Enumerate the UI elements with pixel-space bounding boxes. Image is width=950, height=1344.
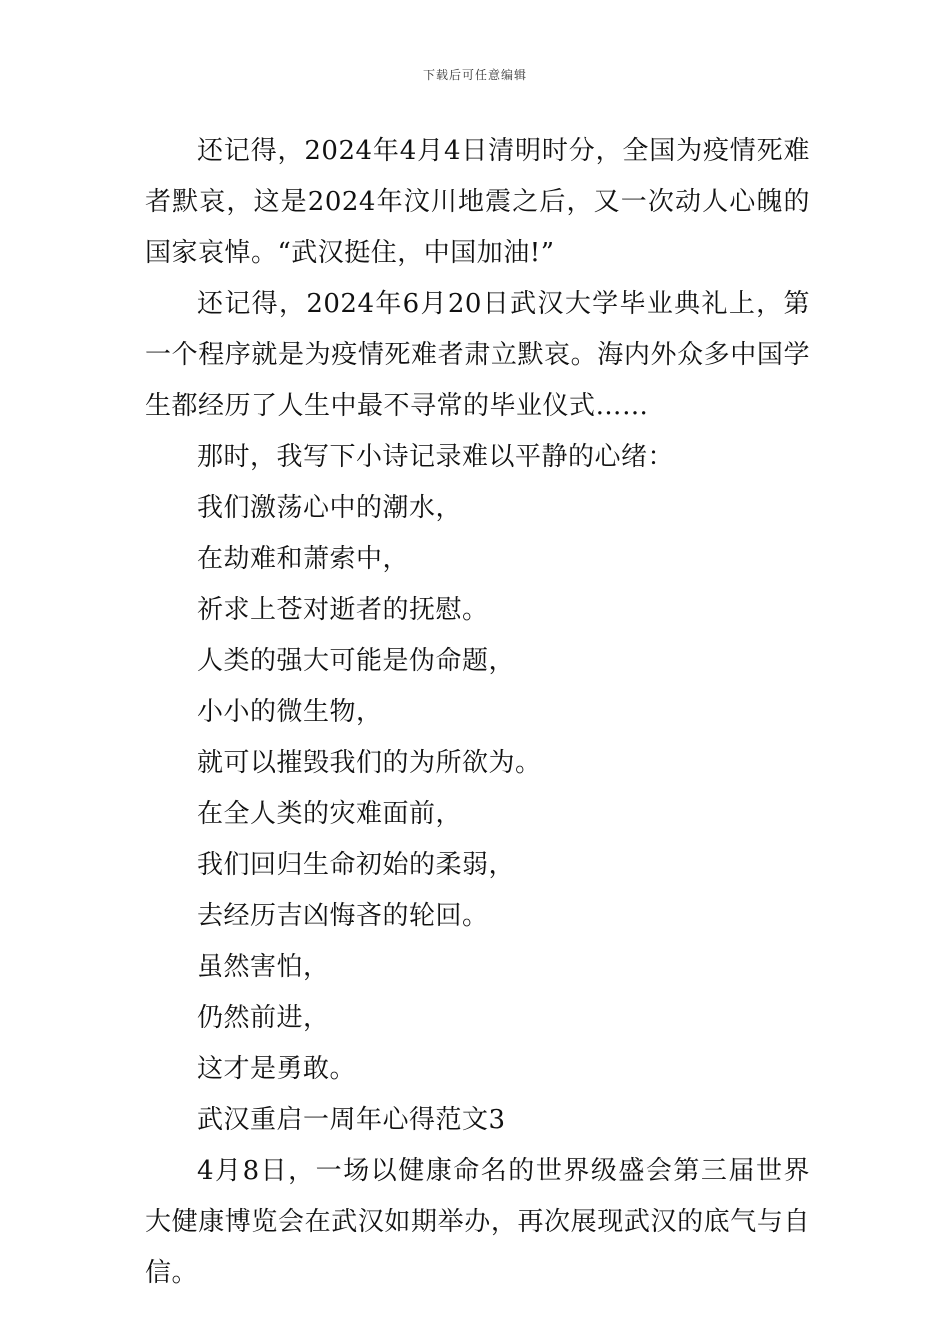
paragraph-graduation-ceremony: 还记得，2024年6月20日武汉大学毕业典礼上，第一个程序就是为疫情死难者肃立默哀。海内外众多中国学生都经历了人生中最不寻常的毕业仪式…… xyxy=(145,289,810,421)
paragraph-health-expo: 4月8日，一场以健康命名的世界级盛会第三届世界大健康博览会在武汉如期举办，再次展现武汉的底气与自信。 xyxy=(145,1156,810,1288)
page-header: 下载后可任意编辑 xyxy=(422,68,527,82)
poem-line: 祈求上苍对逝者的抚慰。 xyxy=(197,595,489,625)
document-body xyxy=(145,126,810,1299)
poem-line: 去经历吉凶悔吝的轮回。 xyxy=(197,901,489,931)
poem-line: 就可以摧毁我们的为所欲为。 xyxy=(197,748,542,778)
poem-line: 人类的强大可能是伪命题， xyxy=(197,646,516,676)
poem-line: 在劫难和萧索中， xyxy=(197,544,410,574)
poem-line: 这才是勇敢。 xyxy=(197,1054,357,1084)
section-title: 武汉重启一周年心得范文3 xyxy=(197,1105,506,1135)
poem-line: 我们激荡心中的潮水， xyxy=(197,493,463,523)
poem xyxy=(145,483,810,1095)
poem-line: 我们回归生命初始的柔弱， xyxy=(197,850,516,880)
poem-line: 在全人类的灾难面前， xyxy=(197,799,463,829)
poem-intro: 那时，我写下小诗记录难以平静的心绪： xyxy=(197,442,675,472)
paragraph-qingming-mourning: 还记得，2024年4月4日清明时分，全国为疫情死难者默哀，这是2024年汶川地震之后，又一次动人心魄的国家哀悼。“武汉挺住，中国加油!” xyxy=(145,136,810,268)
poem-line: 仍然前进， xyxy=(197,1003,330,1033)
poem-line: 虽然害怕， xyxy=(197,952,330,982)
poem-line: 小小的微生物， xyxy=(197,697,383,727)
